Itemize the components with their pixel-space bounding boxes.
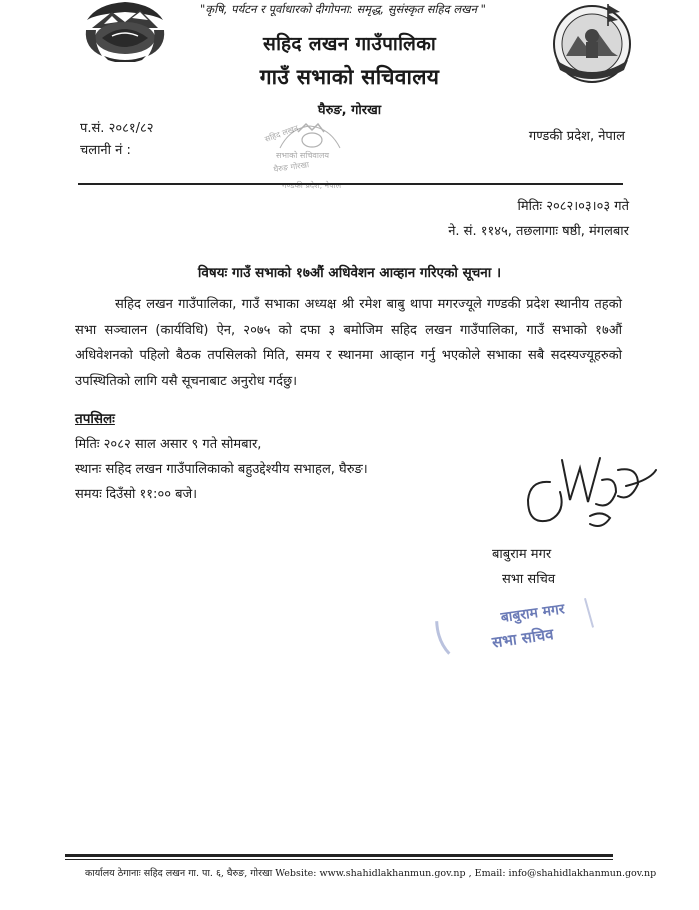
stamp-line1: बाबुराम मगर	[499, 601, 566, 627]
signatory-name: बाबुराम मगर	[492, 547, 552, 562]
letter-number: प.सं. २०८१/८२	[80, 121, 154, 136]
letter-body	[75, 292, 622, 394]
schedule-title: तपसिलः	[75, 411, 115, 427]
office-location: घैरुङ, गोरखा	[317, 103, 382, 118]
footer-divider-thick	[65, 854, 613, 857]
municipality-title: सहिद लखन गाउँपालिका	[262, 33, 437, 55]
slogan: "कृषि, पर्यटन र पूर्वाधारको दीगोपना: समृद्ध, सुसंस्कृत सहिद लखन "	[200, 2, 486, 16]
header-divider	[78, 183, 623, 185]
letter-subject: विषयः गाउँ सभाको १७औं अधिवेशन आव्हान गरिएको सूचना ।	[197, 265, 502, 281]
stamp-line2: सभा सचिव	[490, 625, 555, 652]
handwritten-signature-icon	[510, 440, 660, 540]
office-title: गाउँ सभाको सचिवालय	[259, 65, 440, 89]
schedule-time: समयः दिउँसो ११:०० बजे।	[75, 487, 198, 502]
schedule-place: स्थानः सहिद लखन गाउँपालिकाको बहुउद्देश्यीय सभाहल, घैरुङ।	[75, 462, 368, 477]
footer-address: कार्यालय ठेगानाः सहिद लखन गा. पा. ६, घैरुङ, गोरखा Website: www.shahidlakhanmun.gov.np , Email: info@shahidlakhanmun.gov.np	[85, 868, 657, 879]
reference-block	[80, 118, 154, 162]
svg-text:सहिद लखन: सहिद लखन	[263, 123, 300, 144]
svg-text:घैरुङ गोरखा: घैरुङ गोरखा	[273, 160, 310, 174]
body-paragraph: सहिद लखन गाउँपालिका, गाउँ सभाका अध्यक्ष श्री रमेश बाबु थापा मगरज्यूले गण्डकी प्रदेश स्थानीय तहको सभा सञ्चालन (कार्यविधि) ऐन, २०७५ को दफा ३ बमोजिम सहिद लखन गाउँपालिका, गाउँ सभाको १७औं अधिवेशनको पहिलो बैठक तपसिलको मिति, समय र स्थानमा आव्हान गर्नु भएकोले सभाका सबै सदस्यज्यूहरुको उपस्थितिको लागि यसै सूचनाबाट अनुरोध गर्दछु।	[75, 297, 622, 389]
svg-text:गण्डकी प्रदेश, नेपाल: गण्डकी प्रदेश, नेपाल	[282, 181, 342, 190]
province-label: गण्डकी प्रदेश, नेपाल	[528, 129, 625, 144]
official-stamp	[432, 590, 602, 660]
signatory-designation: सभा सचिव	[502, 572, 556, 587]
office-seal-icon	[260, 118, 360, 208]
svg-text:सभाको सचिवालय: सभाको सचिवालय	[276, 151, 330, 160]
schedule-list	[75, 432, 368, 507]
schedule-date: मितिः २०८२ साल असार ९ गते सोमबार,	[75, 437, 262, 452]
footer-divider-thin	[65, 859, 613, 860]
nepal-sambat-date: ने. सं. ११४५, तछलागाः षष्ठी, मंगलबार	[448, 224, 629, 239]
letter-date: मितिः २०८२।०३।०३ गते	[517, 199, 629, 214]
dispatch-number: चलानी नं :	[80, 143, 131, 158]
stamp-mark-icon	[432, 590, 602, 660]
